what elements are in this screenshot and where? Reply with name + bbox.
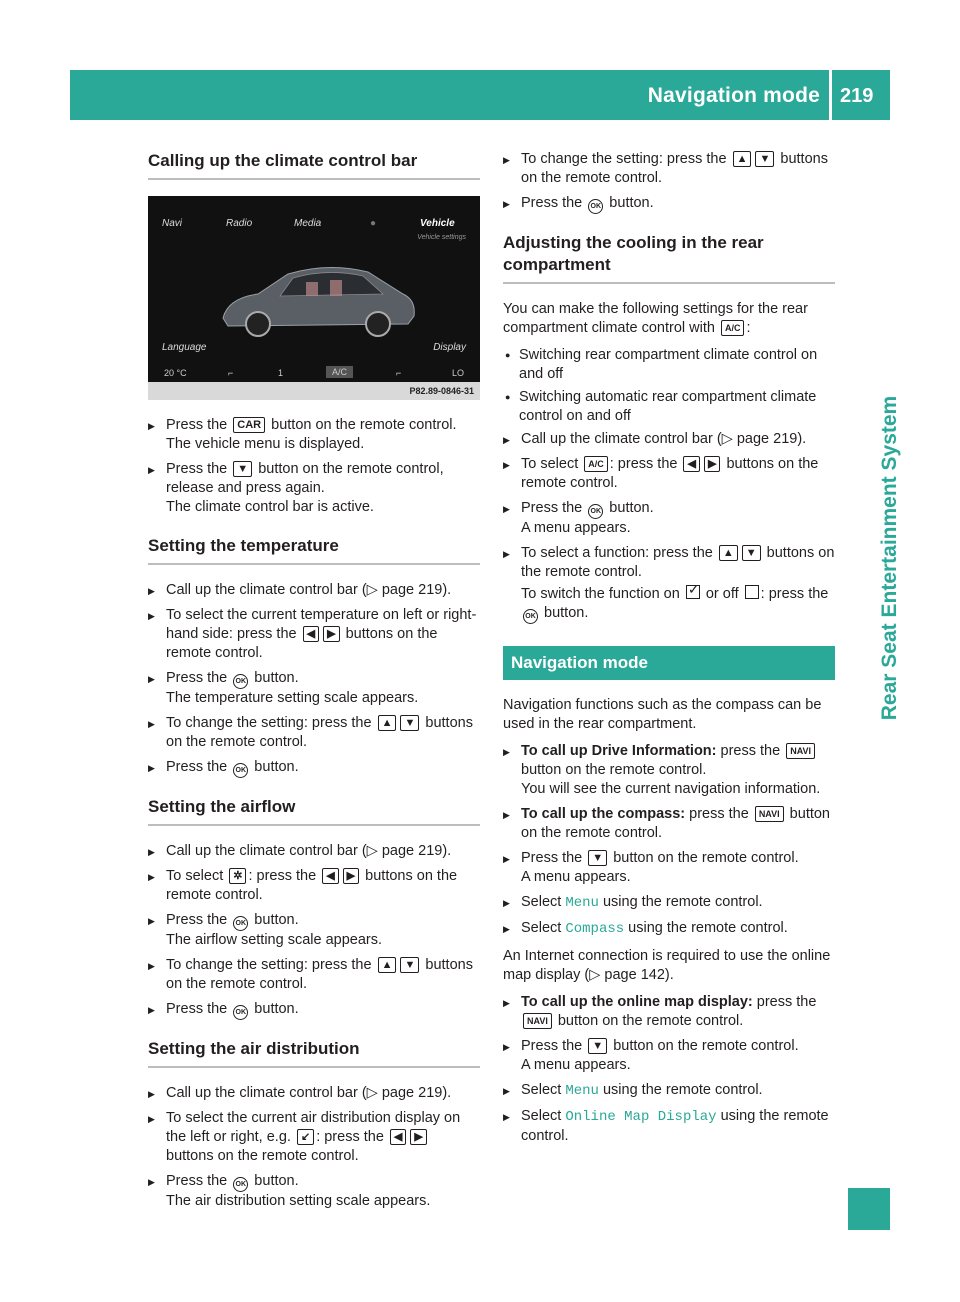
- down-key-icon: ▼: [233, 461, 252, 477]
- down-key-icon: ▼: [742, 545, 761, 561]
- step: ▶ Press the OK button.: [503, 194, 835, 214]
- fan-icon: ✲: [229, 868, 246, 884]
- car-image-icon: [218, 256, 418, 346]
- step: ▶ Press the ▼ button on the remote control. A menu appears.: [503, 849, 835, 887]
- left-key-icon: ◀: [322, 868, 338, 884]
- step: ▶ To call up the compass: press the NAVI button on the remote control.: [503, 805, 835, 843]
- down-key-icon: ▼: [400, 957, 419, 973]
- ok-button-icon: OK: [233, 916, 248, 931]
- right-key-icon: ▶: [704, 456, 720, 472]
- screen-menu-navi: Navi: [162, 218, 183, 229]
- ok-button-icon: OK: [233, 674, 248, 689]
- paragraph: An Internet connection is required to use the online map display (▷ page 142).: [503, 948, 831, 983]
- down-key-icon: ▼: [400, 715, 419, 731]
- heading-climate-bar: Calling up the climate control bar: [148, 150, 480, 180]
- step: ▶ Call up the climate control bar (▷ page 219).: [148, 1084, 480, 1103]
- online-map-label: Online Map Display: [565, 1109, 717, 1125]
- right-column: [503, 150, 835, 1152]
- left-key-icon: ◀: [683, 456, 699, 472]
- step: ▶ Press the CAR button on the remote control. The vehicle menu is displayed.: [148, 416, 480, 454]
- screen-menu-dot: ●: [370, 218, 377, 229]
- ok-button-icon: OK: [588, 199, 603, 214]
- screen-language: Language: [162, 342, 207, 353]
- up-key-icon: ▲: [719, 545, 738, 561]
- step: ▶ Select Menu using the remote control.: [503, 1081, 835, 1101]
- step: ▶ To select A/C : press the ◀ ▶ buttons on the remote control.: [503, 455, 835, 493]
- left-key-icon: ◀: [390, 1129, 406, 1145]
- screen-display: Display: [433, 342, 466, 353]
- step: ▶ Press the OK button. A menu appears.: [503, 499, 835, 538]
- ok-button-icon: OK: [233, 1005, 248, 1020]
- step: ▶ To select the current temperature on left or right-hand side: press the ◀ ▶ buttons on the remote control.: [148, 606, 480, 663]
- checkbox-unchecked-icon: [745, 585, 759, 599]
- left-column: [148, 150, 480, 1217]
- heading-air-distribution: Setting the air distribution: [148, 1038, 480, 1068]
- screen-fan: 1: [278, 368, 284, 378]
- side-tab-marker: [848, 1188, 890, 1230]
- screen-sub: Vehicle settings: [417, 234, 466, 241]
- step: ▶ Select Menu using the remote control.: [503, 893, 835, 913]
- menu-label: Menu: [565, 895, 599, 911]
- list-item: ● Switching automatic rear compartment climate control on and off: [503, 388, 835, 426]
- screen-ac: A/C: [326, 366, 353, 378]
- step: ▶ Call up the climate control bar (▷ page 219).: [148, 581, 480, 600]
- step: ▶ Press the OK button. The air distribution setting scale appears.: [148, 1172, 480, 1211]
- image-code: P82.89-0846-31: [148, 382, 480, 400]
- up-key-icon: ▲: [378, 715, 397, 731]
- step: ▶ Select Compass using the remote control.: [503, 919, 835, 939]
- screen-image: [148, 196, 480, 400]
- down-key-icon: ▼: [755, 151, 774, 167]
- step: ▶ To change the setting: press the ▲ ▼ buttons on the remote control.: [148, 714, 480, 752]
- screen-menu-media: Media: [294, 218, 322, 229]
- step: ▶ Call up the climate control bar (▷ page 219).: [148, 842, 480, 861]
- right-key-icon: ▶: [410, 1129, 426, 1145]
- step: ▶ Press the ▼ button on the remote control, release and press again. The climate control bar is active.: [148, 460, 480, 517]
- ok-button-icon: OK: [233, 763, 248, 778]
- right-key-icon: ▶: [343, 868, 359, 884]
- car-key-icon: CAR: [233, 417, 265, 433]
- step: ▶ To select ✲ : press the ◀ ▶ buttons on the remote control.: [148, 867, 480, 905]
- heading-airflow: Setting the airflow: [148, 796, 480, 826]
- paragraph: Navigation functions such as the compass can be used in the rear compartment.: [503, 697, 822, 732]
- screen-lo: LO: [452, 368, 465, 378]
- step: ▶ To select the current air distribution display on the left or right, e.g. ↙ : press the ◀ ▶ buttons on the remote control.: [148, 1109, 480, 1166]
- ac-key-icon: A/C: [721, 320, 745, 336]
- step: ▶ To call up the online map display: press the NAVI button on the remote control.: [503, 993, 835, 1031]
- header-divider: [829, 70, 832, 120]
- step: ▶ Press the ▼ button on the remote control. A menu appears.: [503, 1037, 835, 1075]
- menu-label: Menu: [565, 1083, 599, 1099]
- heading-temperature: Setting the temperature: [148, 535, 480, 565]
- screen-climate-bar: [148, 364, 480, 382]
- air-distribution-icon: ↙: [297, 1129, 314, 1145]
- navi-key-icon: NAVI: [786, 743, 815, 759]
- section-band-navigation: Navigation mode: [503, 646, 835, 680]
- right-key-icon: ▶: [323, 626, 339, 642]
- up-key-icon: ▲: [378, 957, 397, 973]
- ok-button-icon: OK: [588, 504, 603, 519]
- up-key-icon: ▲: [733, 151, 752, 167]
- step: ▶ Call up the climate control bar (▷ page 219).: [503, 430, 835, 449]
- ac-key-icon: A/C: [584, 456, 608, 472]
- screen-seat-icon-right: ⌐: [396, 368, 402, 378]
- page-title: Navigation mode: [647, 84, 820, 107]
- navi-key-icon: NAVI: [523, 1013, 552, 1029]
- screen-seat-icon: ⌐: [228, 368, 234, 378]
- step: ▶ To select a function: press the ▲ ▼ buttons on the remote control. To switch the function on ✓ or off : press the OK button.: [503, 544, 835, 624]
- step: ▶ Select Online Map Display using the remote control.: [503, 1107, 835, 1146]
- step: ▶ To change the setting: press the ▲ ▼ buttons on the remote control.: [148, 956, 480, 994]
- page-number: 219: [840, 85, 874, 107]
- side-tab-label: Rear Seat Entertainment System: [878, 395, 901, 721]
- navi-key-icon: NAVI: [755, 806, 784, 822]
- screen-menu-radio: Radio: [226, 218, 253, 229]
- heading-cooling: Adjusting the cooling in the rear compartment: [503, 232, 835, 284]
- step: ▶ To call up Drive Information: press the NAVI button on the remote control. You will see the current navigation information.: [503, 742, 835, 799]
- ok-button-icon: OK: [523, 609, 538, 624]
- screen-menu-vehicle: Vehicle: [420, 218, 455, 229]
- ok-button-icon: OK: [233, 1177, 248, 1192]
- step: ▶ Press the OK button.: [148, 758, 480, 778]
- paragraph: You can make the following settings for the rear compartment climate control with A/C :: [503, 301, 808, 336]
- screen-temp: 20 °C: [164, 368, 187, 378]
- step: ▶ Press the OK button.: [148, 1000, 480, 1020]
- left-key-icon: ◀: [303, 626, 319, 642]
- down-key-icon: ▼: [588, 1038, 607, 1054]
- step: ▶ Press the OK button. The temperature setting scale appears.: [148, 669, 480, 708]
- checkbox-checked-icon: [686, 585, 700, 599]
- step: ▶ Press the OK button. The airflow setting scale appears.: [148, 911, 480, 950]
- down-key-icon: ▼: [588, 850, 607, 866]
- step: ▶ To change the setting: press the ▲ ▼ buttons on the remote control.: [503, 150, 835, 188]
- list-item: ● Switching rear compartment climate control on and off: [503, 346, 835, 384]
- compass-label: Compass: [565, 921, 625, 937]
